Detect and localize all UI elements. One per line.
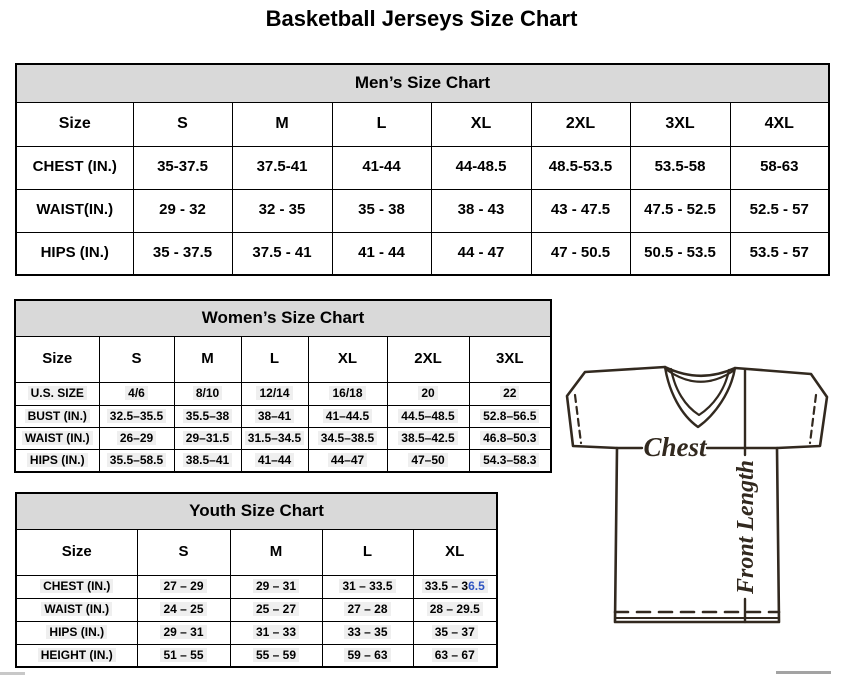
size-cell: 35 – 37 [413,621,497,644]
mens-chart-title: Men’s Size Chart [16,64,829,102]
row-label: U.S. SIZE [15,383,99,405]
size-cell: 52.8–56.5 [469,405,551,427]
column-header: 2XL [387,336,469,383]
row-label: WAIST (IN.) [16,598,137,621]
size-cell: 38.5–42.5 [387,427,469,449]
size-cell: 25 – 27 [230,598,322,621]
size-cell: 37.5 - 41 [232,232,332,275]
jersey-measurement-diagram [563,362,835,628]
column-header: M [174,336,241,383]
column-header: M [232,102,332,146]
size-cell: 53.5 - 57 [730,232,829,275]
column-header: 3XL [469,336,551,383]
column-header-size: Size [16,102,133,146]
size-cell: 59 – 63 [322,644,413,667]
sleeve-cuff-dashed-left [575,395,581,443]
size-cell: 4/6 [99,383,174,405]
size-cell: 44–47 [308,450,387,472]
row-label: HEIGHT (IN.) [16,644,137,667]
size-cell: 43 - 47.5 [531,189,630,232]
column-header: S [99,336,174,383]
size-cell: 24 – 25 [137,598,230,621]
size-cell: 29 – 31 [230,575,322,598]
column-header: XL [308,336,387,383]
page-title: Basketball Jerseys Size Chart [265,6,578,31]
scrollbar-fragment-right[interactable] [776,671,831,674]
size-cell: 8/10 [174,383,241,405]
size-cell: 34.5–38.5 [308,427,387,449]
blue-edited-value: 6.5 [468,578,485,593]
size-cell: 33 – 35 [322,621,413,644]
column-header: L [322,529,413,575]
column-header: L [241,336,308,383]
column-header: 4XL [730,102,829,146]
front-length-label: Front Length [733,459,759,595]
size-cell: 38–41 [241,405,308,427]
youth-size-chart-table [15,492,496,668]
size-cell: 35 - 37.5 [133,232,232,275]
size-cell: 55 – 59 [230,644,322,667]
size-cell: 31.5–34.5 [241,427,308,449]
size-cell: 44 - 47 [431,232,531,275]
size-cell: 31 – 33.5 [322,575,413,598]
size-cell: 50.5 - 53.5 [630,232,730,275]
size-cell: 48.5-53.5 [531,146,630,189]
size-cell: 58-63 [730,146,829,189]
size-cell: 47 - 50.5 [531,232,630,275]
size-cell: 32.5–35.5 [99,405,174,427]
column-header-size: Size [15,336,99,383]
row-label: HIPS (IN.) [16,621,137,644]
size-cell: 46.8–50.3 [469,427,551,449]
row-label: WAIST (IN.) [15,427,99,449]
column-header: 2XL [531,102,630,146]
size-cell: 33.5 – 36.5 [413,575,497,598]
size-cell: 35.5–58.5 [99,450,174,472]
womens-size-chart-table [14,299,550,473]
size-cell: 20 [387,383,469,405]
row-label: HIPS (IN.) [15,450,99,472]
size-cell: 29–31.5 [174,427,241,449]
size-cell: 63 – 67 [413,644,497,667]
size-cell: 37.5-41 [232,146,332,189]
size-cell: 41–44 [241,450,308,472]
size-cell: 38.5–41 [174,450,241,472]
column-header: XL [413,529,497,575]
size-cell: 32 - 35 [232,189,332,232]
row-label: BUST (IN.) [15,405,99,427]
womens-chart-title: Women’s Size Chart [15,300,551,336]
size-cell: 47.5 - 52.5 [630,189,730,232]
size-cell: 41–44.5 [308,405,387,427]
size-cell: 35-37.5 [133,146,232,189]
jersey-diagram-icon [563,362,835,628]
size-cell: 27 – 29 [137,575,230,598]
size-cell: 27 – 28 [322,598,413,621]
mens-size-chart-table [15,63,828,276]
size-cell: 41-44 [332,146,431,189]
column-header: S [137,529,230,575]
size-cell: 41 - 44 [332,232,431,275]
size-cell: 51 – 55 [137,644,230,667]
size-cell: 52.5 - 57 [730,189,829,232]
size-cell: 38 - 43 [431,189,531,232]
size-cell: 44.5–48.5 [387,405,469,427]
column-header-size: Size [16,529,137,575]
row-label: CHEST (IN.) [16,575,137,598]
size-cell: 53.5-58 [630,146,730,189]
size-cell: 12/14 [241,383,308,405]
jersey-outline [567,367,827,622]
size-cell: 47–50 [387,450,469,472]
row-label: WAIST(IN.) [16,189,133,232]
chest-label: Chest [643,432,707,462]
scrollbar-fragment-left[interactable] [0,672,25,675]
column-header: S [133,102,232,146]
size-cell: 29 – 31 [137,621,230,644]
size-cell: 31 – 33 [230,621,322,644]
size-cell: 35.5–38 [174,405,241,427]
row-label: HIPS (IN.) [16,232,133,275]
column-header: M [230,529,322,575]
size-cell: 28 – 29.5 [413,598,497,621]
size-cell: 16/18 [308,383,387,405]
column-header: XL [431,102,531,146]
size-cell: 35 - 38 [332,189,431,232]
size-cell: 26–29 [99,427,174,449]
size-cell: 22 [469,383,551,405]
row-label: CHEST (IN.) [16,146,133,189]
size-cell: 29 - 32 [133,189,232,232]
column-header: L [332,102,431,146]
size-cell: 54.3–58.3 [469,450,551,472]
column-header: 3XL [630,102,730,146]
youth-chart-title: Youth Size Chart [16,493,497,529]
size-cell: 44-48.5 [431,146,531,189]
sleeve-cuff-dashed-right [810,395,816,443]
